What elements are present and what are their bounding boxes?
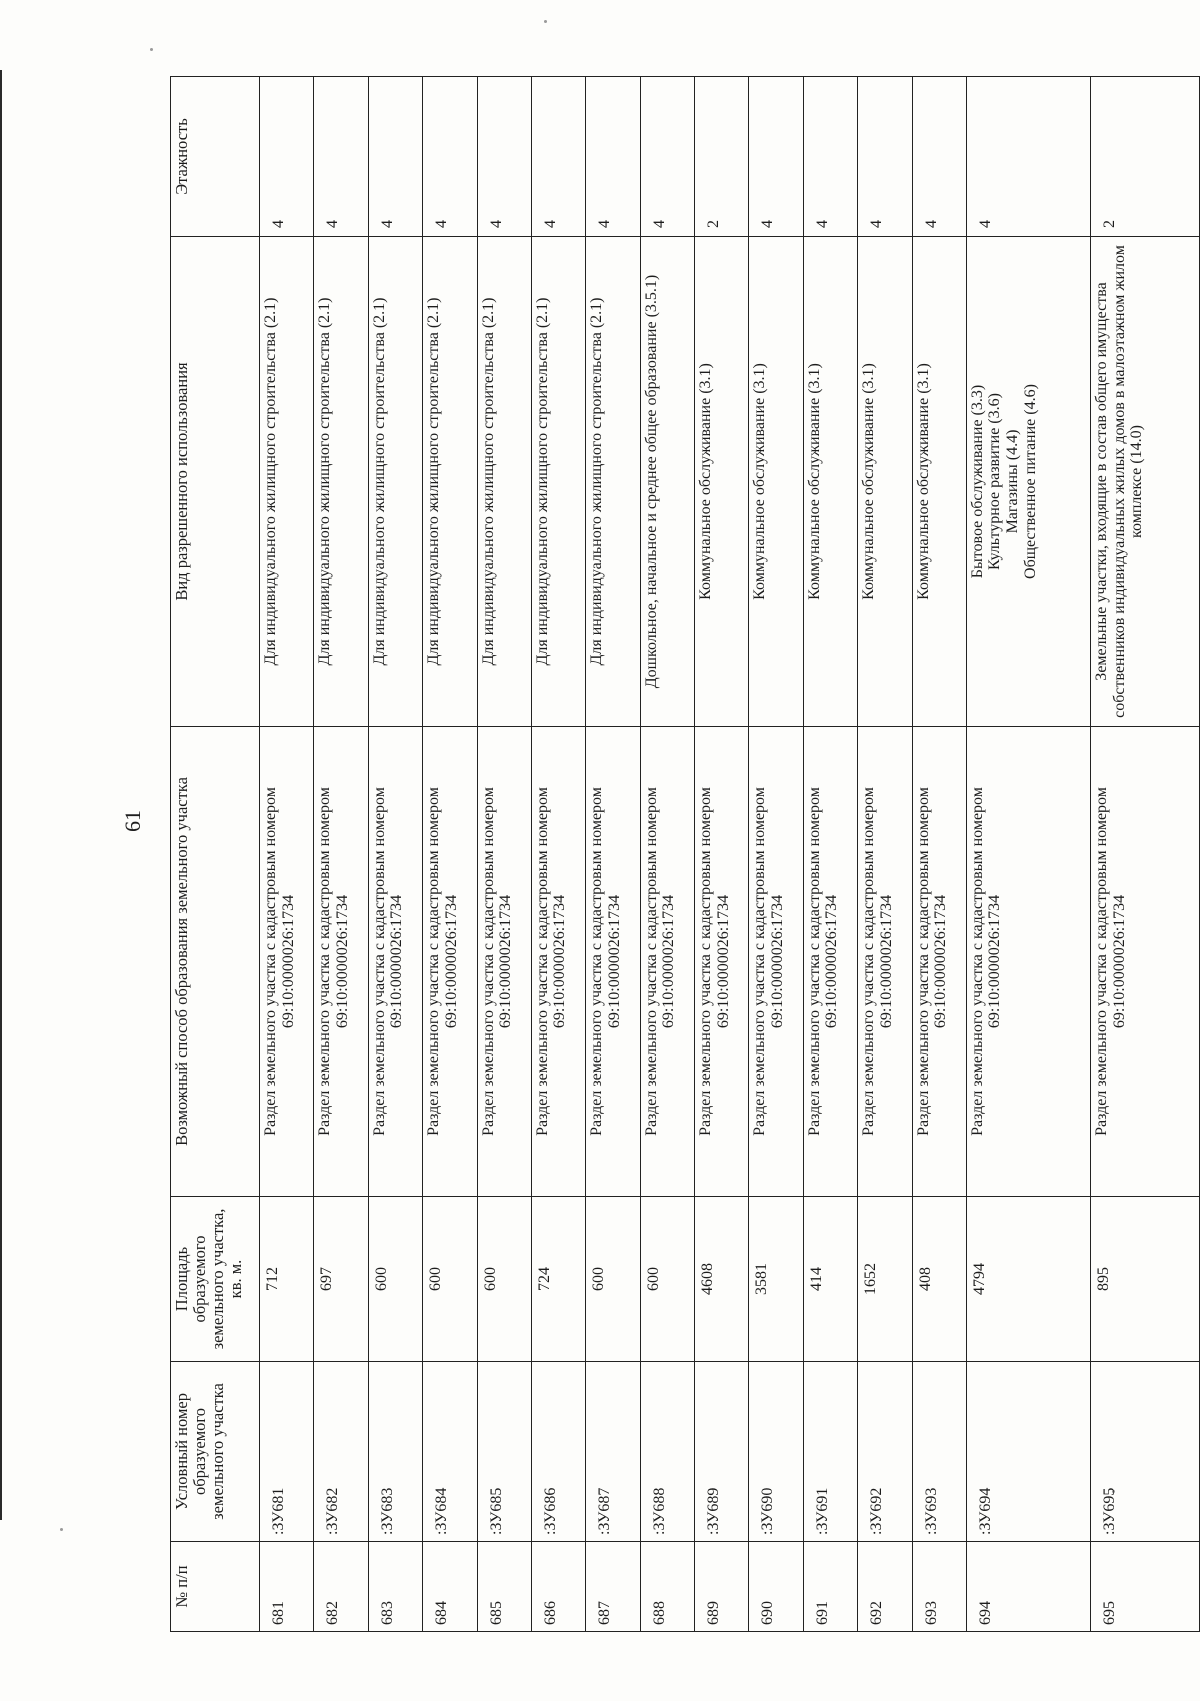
cell-permitted-use xyxy=(314,237,368,727)
cell-floors: 4 xyxy=(803,77,857,237)
header-floors: Этажность xyxy=(171,77,260,237)
table-row xyxy=(695,77,749,1632)
cell-permitted-use xyxy=(260,237,314,727)
cell-floors: 4 xyxy=(531,77,585,237)
cell-area: 724 xyxy=(531,1197,585,1362)
cell-area: 600 xyxy=(477,1197,531,1362)
cell-conditional-number: :ЗУ688 xyxy=(640,1362,694,1542)
cell-conditional-number: :ЗУ681 xyxy=(260,1362,314,1542)
cell-floors: 2 xyxy=(1091,77,1200,237)
page-number: 61 xyxy=(120,810,145,832)
header-num: № п/п xyxy=(171,1542,260,1632)
cell-conditional-number: :ЗУ690 xyxy=(749,1362,803,1542)
permitted-use-item: Магазины (4.4) xyxy=(1004,429,1022,534)
cell-num: 690 xyxy=(749,1542,803,1632)
cell-floors: 2 xyxy=(695,77,749,237)
cell-formation-method: Раздел земельного участка с кадастровым номером 69:10:0000026:1734 xyxy=(912,727,966,1197)
cell-formation-method: Раздел земельного участка с кадастровым номером 69:10:0000026:1734 xyxy=(1091,727,1200,1197)
cell-conditional-number: :ЗУ687 xyxy=(586,1362,640,1542)
cell-num: 681 xyxy=(260,1542,314,1632)
cell-formation-method: Раздел земельного участка с кадастровым номером 69:10:0000026:1734 xyxy=(803,727,857,1197)
cell-formation-method: Раздел земельного участка с кадастровым номером 69:10:0000026:1734 xyxy=(477,727,531,1197)
cell-conditional-number: :ЗУ692 xyxy=(858,1362,912,1542)
cell-conditional-number: :ЗУ691 xyxy=(803,1362,857,1542)
cell-permitted-use xyxy=(368,237,422,727)
permitted-use-item: Для индивидуального жилищного строительства (2.1) xyxy=(370,297,388,666)
cell-floors: 4 xyxy=(260,77,314,237)
permitted-use-item: Бытовое обслуживание (3.3) xyxy=(968,384,986,579)
cell-area: 4794 xyxy=(966,1197,1090,1362)
table-row xyxy=(912,77,966,1632)
cell-floors: 4 xyxy=(912,77,966,237)
cell-permitted-use xyxy=(912,237,966,727)
cell-formation-method: Раздел земельного участка с кадастровым номером 69:10:0000026:1734 xyxy=(531,727,585,1197)
cell-num: 695 xyxy=(1091,1542,1200,1632)
permitted-use-item: Для индивидуального жилищного строительства (2.1) xyxy=(533,297,551,666)
cell-num: 684 xyxy=(423,1542,477,1632)
cell-permitted-use xyxy=(1091,237,1200,727)
permitted-use-item: Коммунальное обслуживание (3.1) xyxy=(751,363,769,600)
permitted-use-item: Для индивидуального жилищного строительства (2.1) xyxy=(425,297,443,666)
cell-area: 4608 xyxy=(695,1197,749,1362)
header-area: Площадь образуемого земельного участка, кв. м. xyxy=(171,1197,260,1362)
cell-formation-method: Раздел земельного участка с кадастровым номером 69:10:0000026:1734 xyxy=(368,727,422,1197)
cell-floors: 4 xyxy=(477,77,531,237)
table-row xyxy=(966,77,1090,1632)
cell-area: 600 xyxy=(586,1197,640,1362)
scan-speck xyxy=(150,48,153,51)
land-plots-table xyxy=(170,76,1200,1632)
cell-permitted-use xyxy=(803,237,857,727)
cell-num: 693 xyxy=(912,1542,966,1632)
table-header-row xyxy=(171,77,260,1632)
cell-conditional-number: :ЗУ693 xyxy=(912,1362,966,1542)
cell-conditional-number: :ЗУ684 xyxy=(423,1362,477,1542)
scan-speck xyxy=(60,1528,63,1531)
cell-conditional-number: :ЗУ682 xyxy=(314,1362,368,1542)
cell-floors: 4 xyxy=(640,77,694,237)
cell-formation-method: Раздел земельного участка с кадастровым номером 69:10:0000026:1734 xyxy=(586,727,640,1197)
cell-num: 692 xyxy=(858,1542,912,1632)
table-row xyxy=(368,77,422,1632)
cell-num: 688 xyxy=(640,1542,694,1632)
table-row xyxy=(423,77,477,1632)
cell-num: 694 xyxy=(966,1542,1090,1632)
cell-formation-method: Раздел земельного участка с кадастровым номером 69:10:0000026:1734 xyxy=(423,727,477,1197)
cell-area: 600 xyxy=(368,1197,422,1362)
scan-speck xyxy=(544,20,547,23)
cell-conditional-number: :ЗУ683 xyxy=(368,1362,422,1542)
cell-floors: 4 xyxy=(858,77,912,237)
cell-area: 408 xyxy=(912,1197,966,1362)
header-permitted-use: Вид разрешенного использования xyxy=(171,237,260,727)
cell-permitted-use xyxy=(749,237,803,727)
table-row xyxy=(314,77,368,1632)
table-row xyxy=(749,77,803,1632)
table-row xyxy=(477,77,531,1632)
permitted-use-item: Для индивидуального жилищного строительства (2.1) xyxy=(479,297,497,666)
cell-num: 685 xyxy=(477,1542,531,1632)
cell-permitted-use xyxy=(695,237,749,727)
cell-floors: 4 xyxy=(314,77,368,237)
cell-permitted-use xyxy=(966,237,1090,727)
table-row xyxy=(803,77,857,1632)
cell-permitted-use xyxy=(423,237,477,727)
cell-area: 600 xyxy=(423,1197,477,1362)
cell-permitted-use xyxy=(858,237,912,727)
cell-floors: 4 xyxy=(749,77,803,237)
cell-num: 687 xyxy=(586,1542,640,1632)
table-row xyxy=(586,77,640,1632)
cell-conditional-number: :ЗУ689 xyxy=(695,1362,749,1542)
table-row xyxy=(858,77,912,1632)
cell-permitted-use xyxy=(640,237,694,727)
cell-formation-method: Раздел земельного участка с кадастровым номером 69:10:0000026:1734 xyxy=(966,727,1090,1197)
table-row xyxy=(1091,77,1200,1632)
scan-edge-line xyxy=(0,70,2,1520)
permitted-use-item: Для индивидуального жилищного строительства (2.1) xyxy=(316,297,334,666)
cell-area: 3581 xyxy=(749,1197,803,1362)
permitted-use-item: Общественное питание (4.6) xyxy=(1021,384,1039,579)
permitted-use-item: Культурное развитие (3.6) xyxy=(986,393,1004,570)
cell-num: 683 xyxy=(368,1542,422,1632)
cell-permitted-use xyxy=(531,237,585,727)
table-row xyxy=(531,77,585,1632)
cell-formation-method: Раздел земельного участка с кадастровым номером 69:10:0000026:1734 xyxy=(260,727,314,1197)
permitted-use-item: Коммунальное обслуживание (3.1) xyxy=(805,363,823,600)
cell-floors: 4 xyxy=(586,77,640,237)
cell-num: 682 xyxy=(314,1542,368,1632)
cell-conditional-number: :ЗУ686 xyxy=(531,1362,585,1542)
cell-num: 686 xyxy=(531,1542,585,1632)
permitted-use-item: Для индивидуального жилищного строительства (2.1) xyxy=(262,297,279,666)
cell-formation-method: Раздел земельного участка с кадастровым номером 69:10:0000026:1734 xyxy=(640,727,694,1197)
cell-floors: 4 xyxy=(423,77,477,237)
permitted-use-item: Коммунальное обслуживание (3.1) xyxy=(860,363,878,600)
rotated-table-container xyxy=(170,77,1200,1632)
header-formation-method: Возможный способ образования земельного участка xyxy=(171,727,260,1197)
permitted-use-item: Земельные участки, входящие в состав общего имущества собственников индивидуальных жилых домов в малоэтажном жилом комплексе (14.0) xyxy=(1093,245,1146,718)
cell-area: 712 xyxy=(260,1197,314,1362)
cell-num: 691 xyxy=(803,1542,857,1632)
cell-area: 1652 xyxy=(858,1197,912,1362)
cell-area: 895 xyxy=(1091,1197,1200,1362)
permitted-use-item: Дошкольное, начальное и среднее общее образование (3.5.1) xyxy=(642,274,660,689)
permitted-use-item: Для индивидуального жилищного строительства (2.1) xyxy=(588,297,606,666)
cell-formation-method: Раздел земельного участка с кадастровым номером 69:10:0000026:1734 xyxy=(695,727,749,1197)
cell-conditional-number: :ЗУ694 xyxy=(966,1362,1090,1542)
cell-area: 697 xyxy=(314,1197,368,1362)
cell-area: 600 xyxy=(640,1197,694,1362)
cell-formation-method: Раздел земельного участка с кадастровым номером 69:10:0000026:1734 xyxy=(314,727,368,1197)
cell-area: 414 xyxy=(803,1197,857,1362)
permitted-use-item: Коммунальное обслуживание (3.1) xyxy=(914,363,932,600)
cell-formation-method: Раздел земельного участка с кадастровым номером 69:10:0000026:1734 xyxy=(858,727,912,1197)
header-conditional-number: Условный номер образуемого земельного участка xyxy=(171,1362,260,1542)
cell-conditional-number: :ЗУ685 xyxy=(477,1362,531,1542)
cell-permitted-use xyxy=(477,237,531,727)
cell-floors: 4 xyxy=(966,77,1090,237)
table-row xyxy=(640,77,694,1632)
cell-permitted-use xyxy=(586,237,640,727)
cell-formation-method: Раздел земельного участка с кадастровым номером 69:10:0000026:1734 xyxy=(749,727,803,1197)
cell-num: 689 xyxy=(695,1542,749,1632)
permitted-use-item: Коммунальное обслуживание (3.1) xyxy=(697,363,714,600)
table-row xyxy=(260,77,314,1632)
cell-conditional-number: :ЗУ695 xyxy=(1091,1362,1200,1542)
cell-floors: 4 xyxy=(368,77,422,237)
